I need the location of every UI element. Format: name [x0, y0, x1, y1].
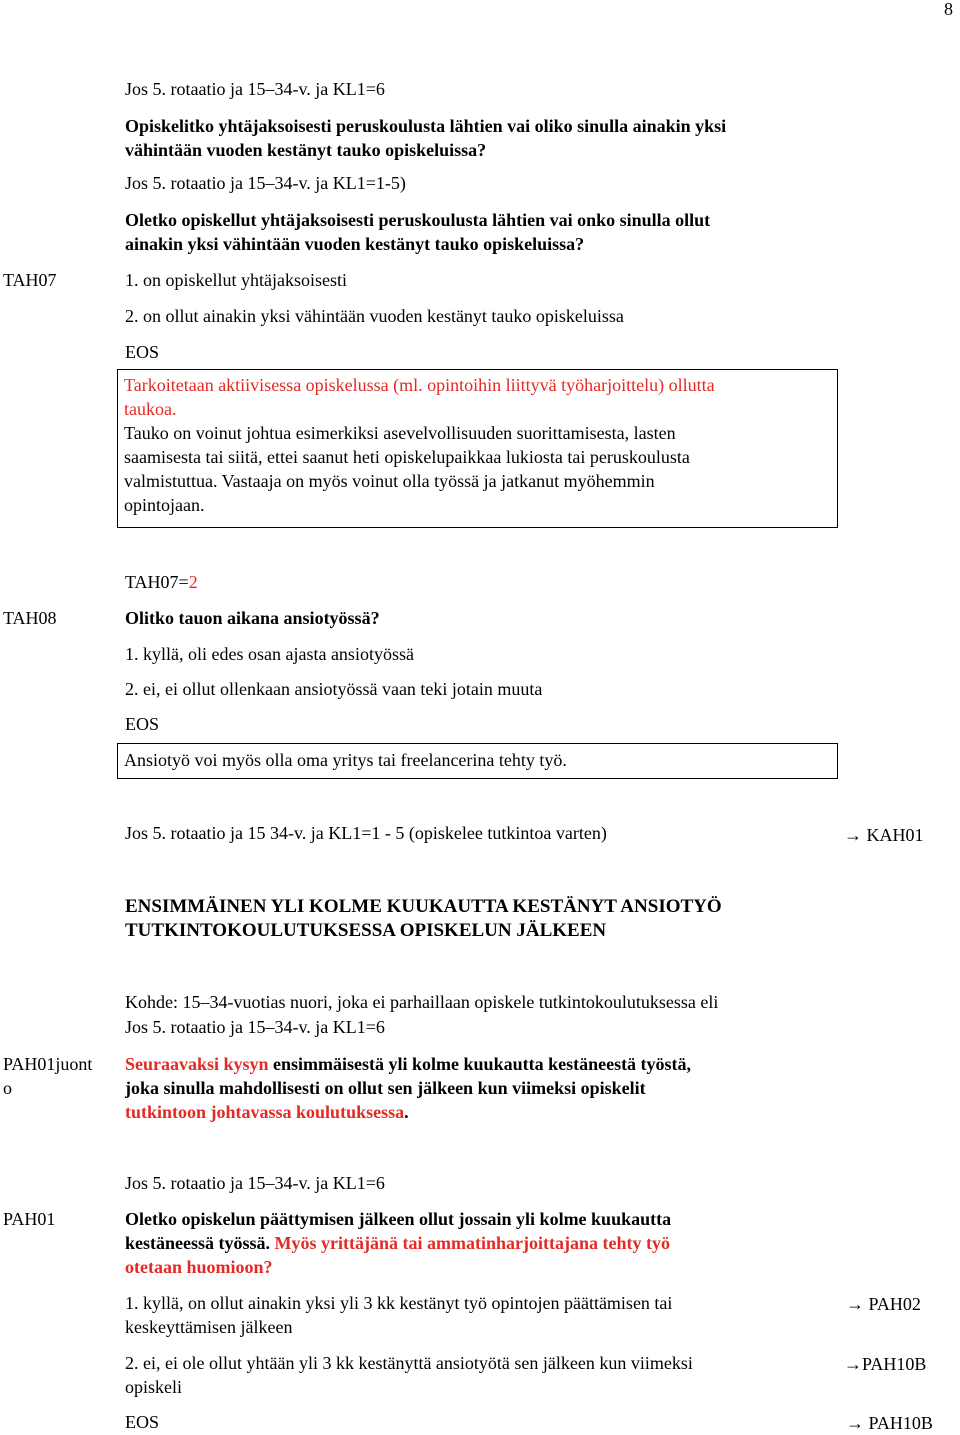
jump-target [844, 823, 924, 847]
jump-target-code: PAH02 [868, 1294, 921, 1314]
arrow-right-icon: → [844, 1354, 862, 1374]
question-text: Oletko opiskellut yhtäjaksoisesti peruskoulusta lähtien vai onko sinulla ollut [125, 210, 711, 230]
question-text: Opiskelitko yhtäjaksoisesti peruskoulusta lähtien vai oliko sinulla ainakin yksi [125, 116, 727, 136]
arrow-right-icon: → [846, 1294, 864, 1314]
question-code: TAH08 [3, 608, 57, 628]
condition-text: Jos 5. rotaatio ja 15–34-v. ja KL1=1-5) [125, 173, 406, 193]
answer-option: keskeyttämisen jälkeen [125, 1317, 293, 1337]
note-text: valmistuttua. Vastaaja on myös voinut olla työssä ja jatkanut myöhemmin [124, 471, 655, 491]
question-text: ainakin yksi vähintään vuoden kestänyt tauko opiskeluissa? [125, 234, 585, 254]
interviewer-note-box [117, 743, 838, 779]
intro-text-part: . [404, 1102, 409, 1122]
page-number: 8 [944, 0, 953, 19]
jump-target [844, 1352, 926, 1376]
intro-text [125, 1100, 409, 1124]
condition-text [125, 570, 198, 594]
note-text: Ansiotyö voi myös olla oma yritys tai freelancerina tehty työ. [124, 750, 567, 770]
arrow-right-icon: → [844, 825, 862, 845]
question-text: Oletko opiskelun päättymisen jälkeen ollut jossain yli kolme kuukautta [125, 1209, 672, 1229]
question-code: TAH07 [3, 270, 57, 290]
interviewer-note-box [117, 369, 838, 528]
intro-text-highlight: tutkintoon johtavassa koulutuksessa [125, 1102, 405, 1122]
intro-text-part: ensimmäisestä yli kolme kuukautta kestäneestä työstä, [268, 1054, 692, 1074]
answer-option: opiskeli [125, 1377, 182, 1397]
arrow-right-icon: → [846, 1413, 864, 1433]
condition-prefix: TAH07= [125, 572, 189, 592]
condition-text: Jos 5. rotaatio ja 15 34-v. ja KL1=1 - 5 (opiskelee tutkintoa varten) [125, 823, 607, 843]
question-code: PAH01 [3, 1209, 56, 1229]
question-text: Olitko tauon aikana ansiotyössä? [125, 608, 380, 628]
target-group-text: Kohde: 15–34-vuotias nuori, joka ei parhaillaan opiskele tutkintokoulutuksessa eli [125, 992, 719, 1012]
answer-option: 1. kyllä, on ollut ainakin yksi yli 3 kk kestänyt työ opintojen päättämisen tai [125, 1293, 673, 1313]
question-text: vähintään vuoden kestänyt tauko opiskeluissa? [125, 140, 487, 160]
condition-text: Jos 5. rotaatio ja 15–34-v. ja KL1=6 [125, 79, 385, 99]
jump-target-code: PAH10B [862, 1354, 927, 1374]
condition-value: 2 [188, 572, 198, 592]
intro-text-highlight: Seuraavaksi kysyn [125, 1054, 269, 1074]
condition-text: Jos 5. rotaatio ja 15–34-v. ja KL1=6 [125, 1173, 385, 1193]
note-text: opintojaan. [124, 495, 205, 515]
question-text [125, 1231, 670, 1255]
intro-text: joka sinulla mahdollisesti on ollut sen jälkeen kun viimeksi opiskelit [125, 1078, 646, 1098]
answer-option: 2. on ollut ainakin yksi vähintään vuoden kestänyt tauko opiskeluissa [125, 306, 624, 326]
question-text-highlight: otetaan huomioon? [125, 1257, 273, 1277]
intro-text [125, 1052, 691, 1076]
section-heading: ENSIMMÄINEN YLI KOLME KUUKAUTTA KESTÄNYT ANSIOTYÖ [125, 896, 722, 917]
question-code: o [3, 1078, 12, 1098]
answer-option-eos: EOS [125, 714, 160, 734]
note-text: taukoa. [124, 399, 177, 419]
answer-option-eos: EOS [125, 342, 160, 362]
answer-option: 1. on opiskellut yhtäjaksoisesti [125, 270, 347, 290]
answer-option: 1. kyllä, oli edes osan ajasta ansiotyössä [125, 644, 414, 664]
answer-option-eos: EOS [125, 1412, 160, 1432]
note-text: saamisesta tai siitä, ettei saanut heti opiskelupaikkaa lukiosta tai peruskoulusta [124, 447, 690, 467]
jump-target [846, 1292, 921, 1316]
note-text: Tauko on voinut johtua esimerkiksi asevelvollisuuden suorittamisesta, lasten [124, 423, 676, 443]
jump-target-code: PAH10B [868, 1413, 933, 1433]
question-code: PAH01juont [3, 1054, 93, 1074]
section-heading: TUTKINTOKOULUTUKSESSA OPISKELUN JÄLKEEN [125, 920, 607, 941]
answer-option: 2. ei, ei ole ollut yhtään yli 3 kk kestänyttä ansiotyötä sen jälkeen kun viimeksi [125, 1353, 693, 1373]
jump-target-code: KAH01 [866, 825, 924, 845]
note-text: Tarkoitetaan aktiivisessa opiskelussa (ml. opintoihin liittyvä työharjoittelu) ollutta [124, 375, 715, 395]
condition-text: Jos 5. rotaatio ja 15–34-v. ja KL1=6 [125, 1017, 385, 1037]
jump-target [846, 1411, 933, 1435]
answer-option: 2. ei, ei ollut ollenkaan ansiotyössä vaan teki jotain muuta [125, 679, 543, 699]
question-text-part: kestäneessä työssä. [125, 1233, 271, 1253]
question-text-highlight: Myös yrittäjänä tai ammatinharjoittajana tehty työ [270, 1233, 670, 1253]
